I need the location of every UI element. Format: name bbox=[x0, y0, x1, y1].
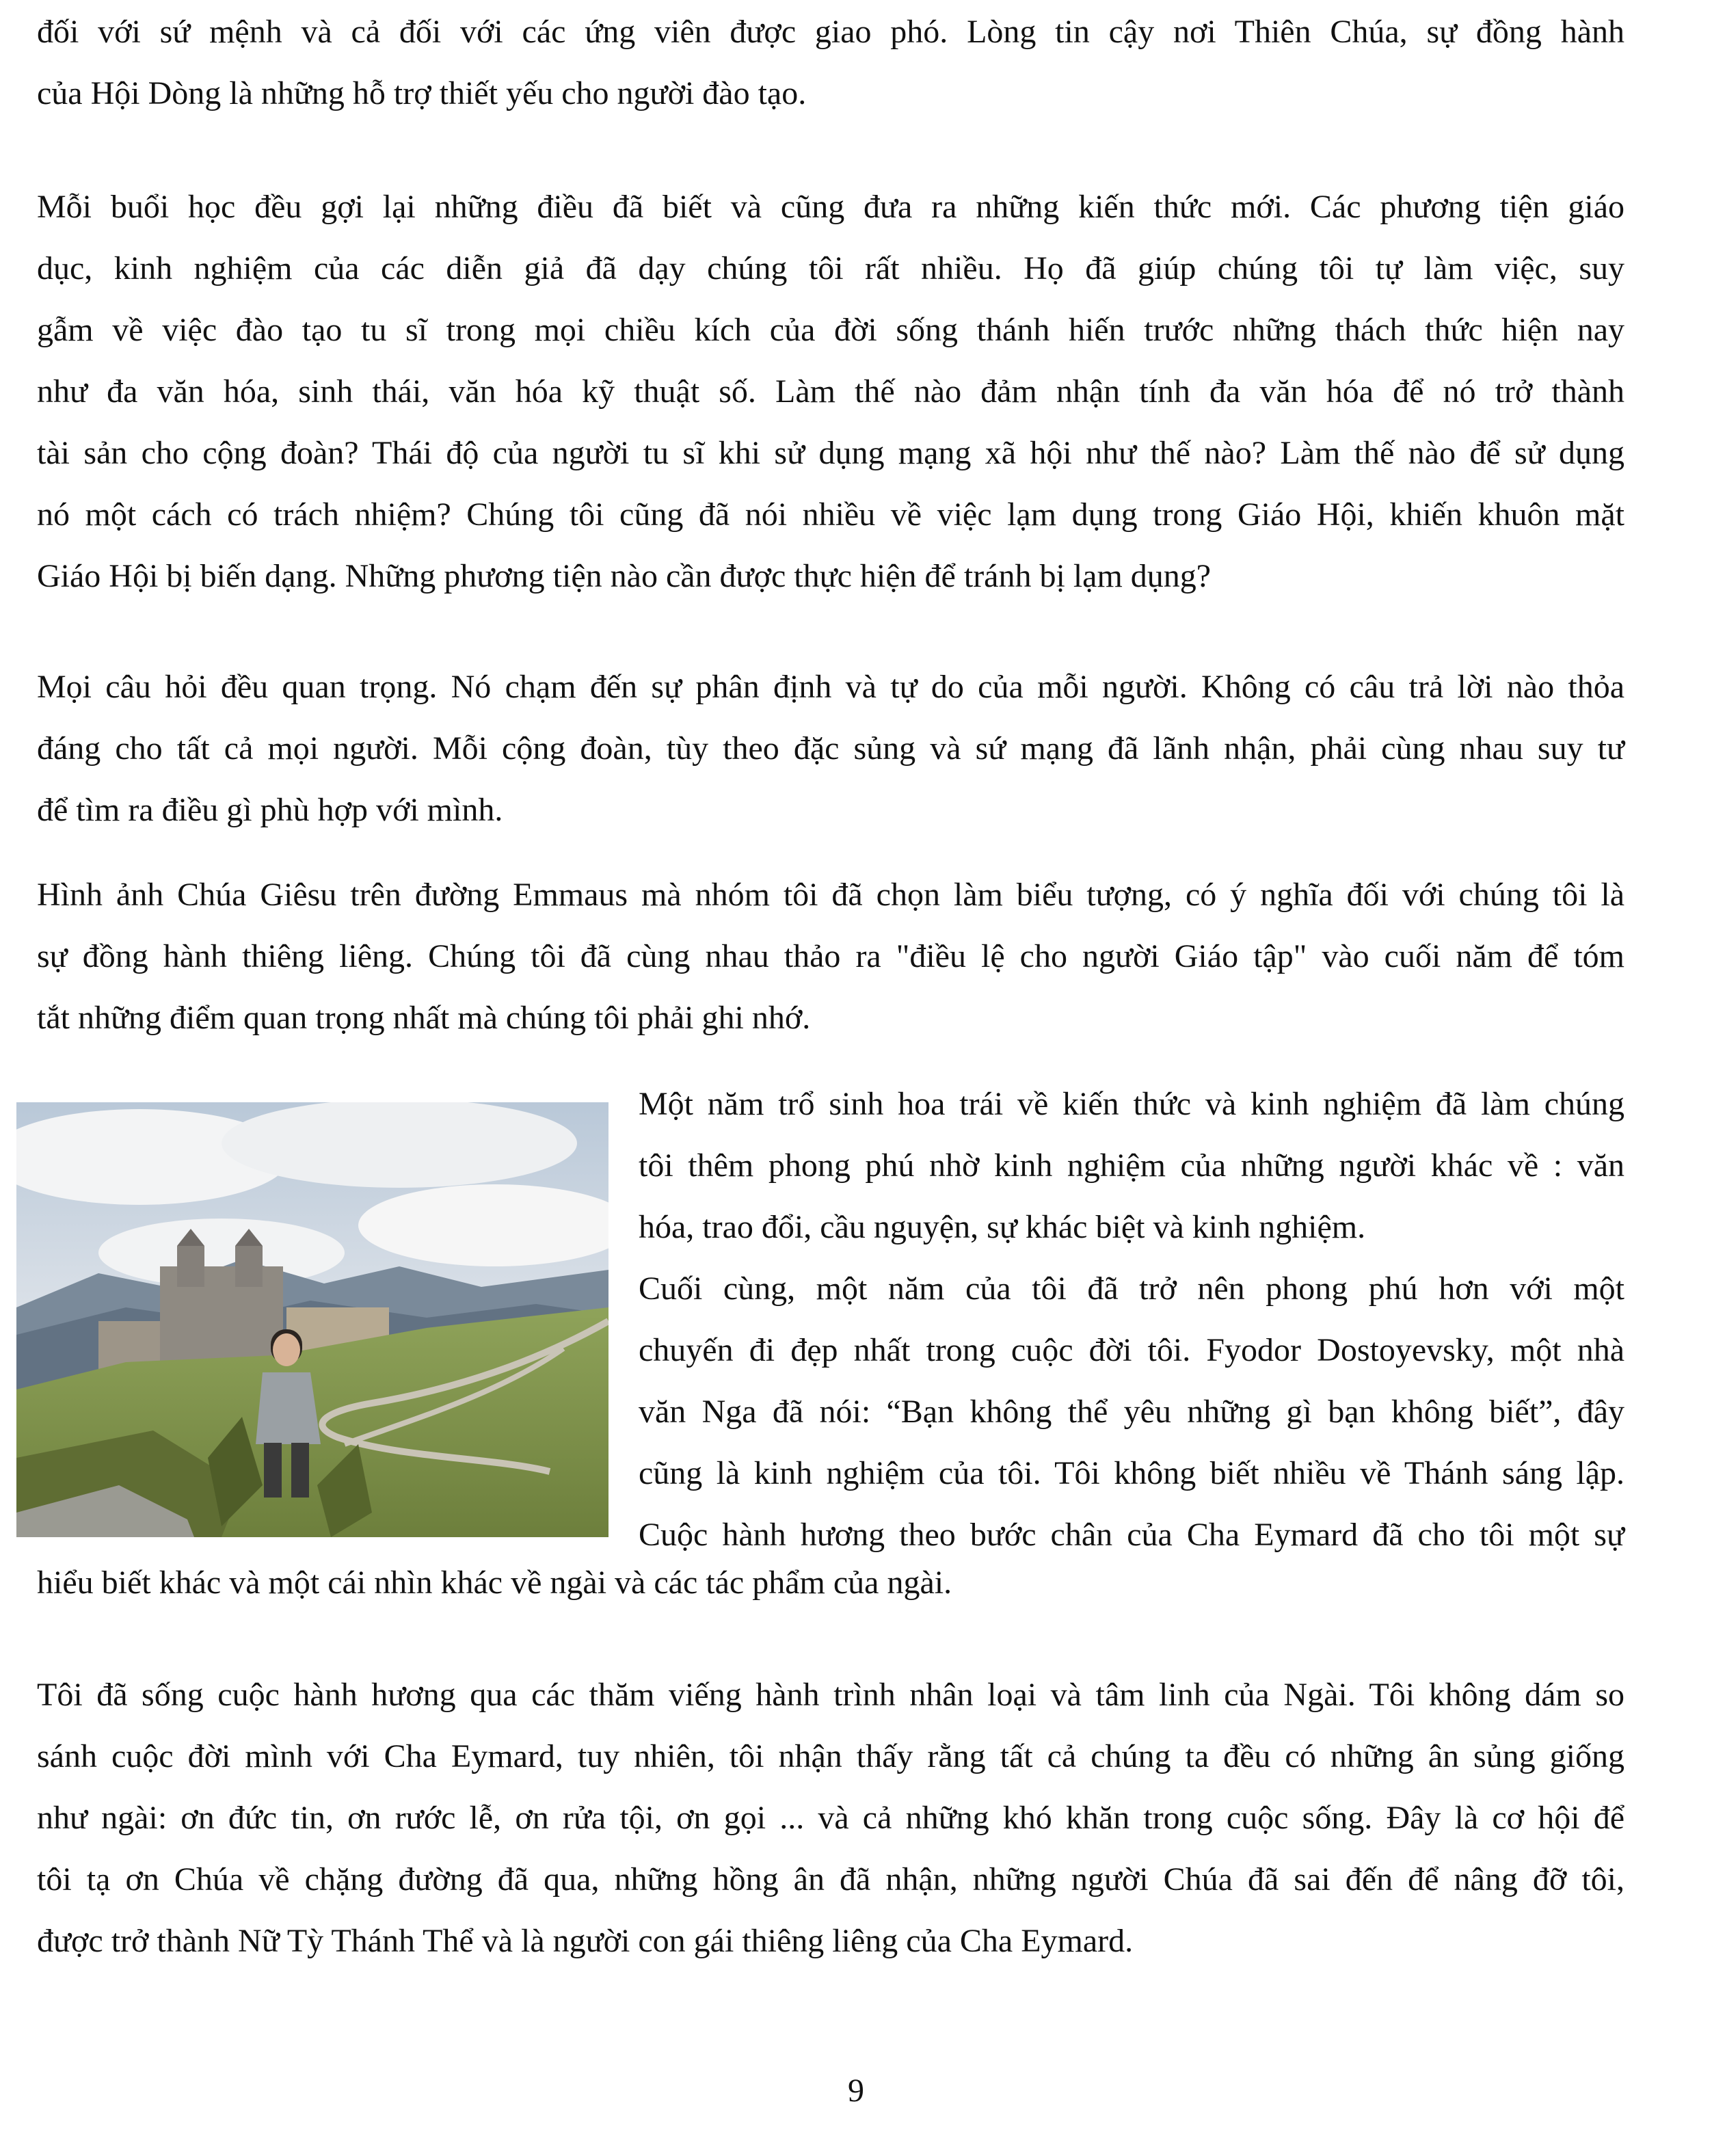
paragraph-3 bbox=[37, 656, 1624, 841]
paragraph-4 bbox=[37, 864, 1624, 1049]
text-line: tắt những điểm quan trọng nhất mà chúng tôi phải ghi nhớ. bbox=[37, 1000, 811, 1036]
paragraph-5-beside-photo bbox=[639, 1074, 1624, 1566]
paragraph-5-continued bbox=[37, 1552, 1624, 1614]
text-line: cũng là kinh nghiệm của tôi. Tôi không biết nhiều về Thánh sáng lập. bbox=[639, 1455, 1624, 1491]
text-line: Hình ảnh Chúa Giêsu trên đường Emmaus mà nhóm tôi đã chọn làm biểu tượng, có ý nghĩa đối với chúng tôi là bbox=[37, 877, 1624, 913]
text-line: như ngài: ơn đức tin, ơn rước lễ, ơn rửa tội, ơn gọi ... và cả những khó khăn trong cuộc sống. Đây là cơ hội để bbox=[37, 1800, 1624, 1836]
text-line: Cuối cùng, một năm của tôi đã trở nên phong phú hơn với một bbox=[639, 1270, 1624, 1307]
text-line: văn Nga đã nói: “Bạn không thể yêu những gì bạn không biết”, đây bbox=[639, 1394, 1624, 1430]
text-line: chuyến đi đẹp nhất trong cuộc đời tôi. Fyodor Dostoyevsky, một nhà bbox=[639, 1332, 1624, 1368]
text-line: hóa, trao đổi, cầu nguyện, sự khác biệt và kinh nghiệm. bbox=[639, 1209, 1366, 1245]
text-line: đáng cho tất cả mọi người. Mỗi cộng đoàn, tùy theo đặc sủng và sứ mạng đã lãnh nhận, phải cùng nhau suy tư bbox=[37, 730, 1624, 767]
text-line: Tôi đã sống cuộc hành hương qua các thăm viếng hành trình nhân loại và tâm linh của Ngài. Tôi không dám so bbox=[37, 1677, 1624, 1713]
pilgrimage-photo bbox=[16, 1102, 608, 1537]
text-line: Giáo Hội bị biến dạng. Những phương tiện nào cần được thực hiện để tránh bị lạm dụng? bbox=[37, 558, 1212, 594]
text-line: Một năm trổ sinh hoa trái về kiến thức và kinh nghiệm đã làm chúng bbox=[639, 1086, 1624, 1122]
text-line: gẫm về việc đào tạo tu sĩ trong mọi chiều kích của đời sống thánh hiến trước những thách thức hiện nay bbox=[37, 312, 1624, 348]
text-line: tài sản cho cộng đoàn? Thái độ của người tu sĩ khi sử dụng mạng xã hội như thế nào? Làm thế nào để sử dụng bbox=[37, 435, 1624, 471]
text-line: Cuộc hành hương theo bước chân của Cha Eymard đã cho tôi một sự bbox=[639, 1517, 1624, 1553]
text-line: sánh cuộc đời mình với Cha Eymard, tuy nhiên, tôi nhận thấy rằng tất cả chúng ta đều có những ân sủng giống bbox=[37, 1738, 1624, 1774]
text-line: để tìm ra điều gì phù hợp với mình. bbox=[37, 792, 503, 828]
text-line: tôi tạ ơn Chúa về chặng đường đã qua, những hồng ân đã nhận, những người Chúa đã sai đến để nâng đỡ tôi, bbox=[37, 1861, 1624, 1898]
paragraph-6 bbox=[37, 1664, 1624, 1972]
text-line: được trở thành Nữ Tỳ Thánh Thể và là người con gái thiêng liêng của Cha Eymard. bbox=[37, 1923, 1134, 1959]
text-line: nó một cách có trách nhiệm? Chúng tôi cũng đã nói nhiều về việc lạm dụng trong Giáo Hội, khiến khuôn mặt bbox=[37, 496, 1624, 533]
text-line: đối với sứ mệnh và cả đối với các ứng viên được giao phó. Lòng tin cậy nơi Thiên Chúa, sự đồng hành bbox=[37, 14, 1624, 50]
photo-illustration bbox=[16, 1102, 608, 1537]
text-line: của Hội Dòng là những hỗ trợ thiết yếu cho người đào tạo. bbox=[37, 75, 807, 111]
text-line: hiểu biết khác và một cái nhìn khác về ngài và các tác phẩm của ngài. bbox=[37, 1565, 952, 1601]
paragraph-1 bbox=[37, 1, 1624, 124]
text-line: như đa văn hóa, sinh thái, văn hóa kỹ thuật số. Làm thế nào đảm nhận tính đa văn hóa để nó trở thành bbox=[37, 373, 1624, 410]
text-line: sự đồng hành thiêng liêng. Chúng tôi đã cùng nhau thảo ra "điều lệ cho người Giáo tập" vào cuối năm để tóm bbox=[37, 938, 1624, 974]
paragraph-2 bbox=[37, 176, 1624, 607]
text-line: tôi thêm phong phú nhờ kinh nghiệm của những người khác về : văn bbox=[639, 1147, 1624, 1184]
text-line: Mọi câu hỏi đều quan trọng. Nó chạm đến sự phân định và tự do của mỗi người. Không có câu trả lời nào thỏa bbox=[37, 669, 1624, 705]
text-line: dục, kinh nghiệm của các diễn giả đã dạy chúng tôi rất nhiều. Họ đã giúp chúng tôi tự làm việc, suy bbox=[37, 250, 1624, 287]
page-number: 9 bbox=[848, 2073, 864, 2109]
text-line: Mỗi buổi học đều gợi lại những điều đã biết và cũng đưa ra những kiến thức mới. Các phương tiện giáo bbox=[37, 189, 1624, 225]
